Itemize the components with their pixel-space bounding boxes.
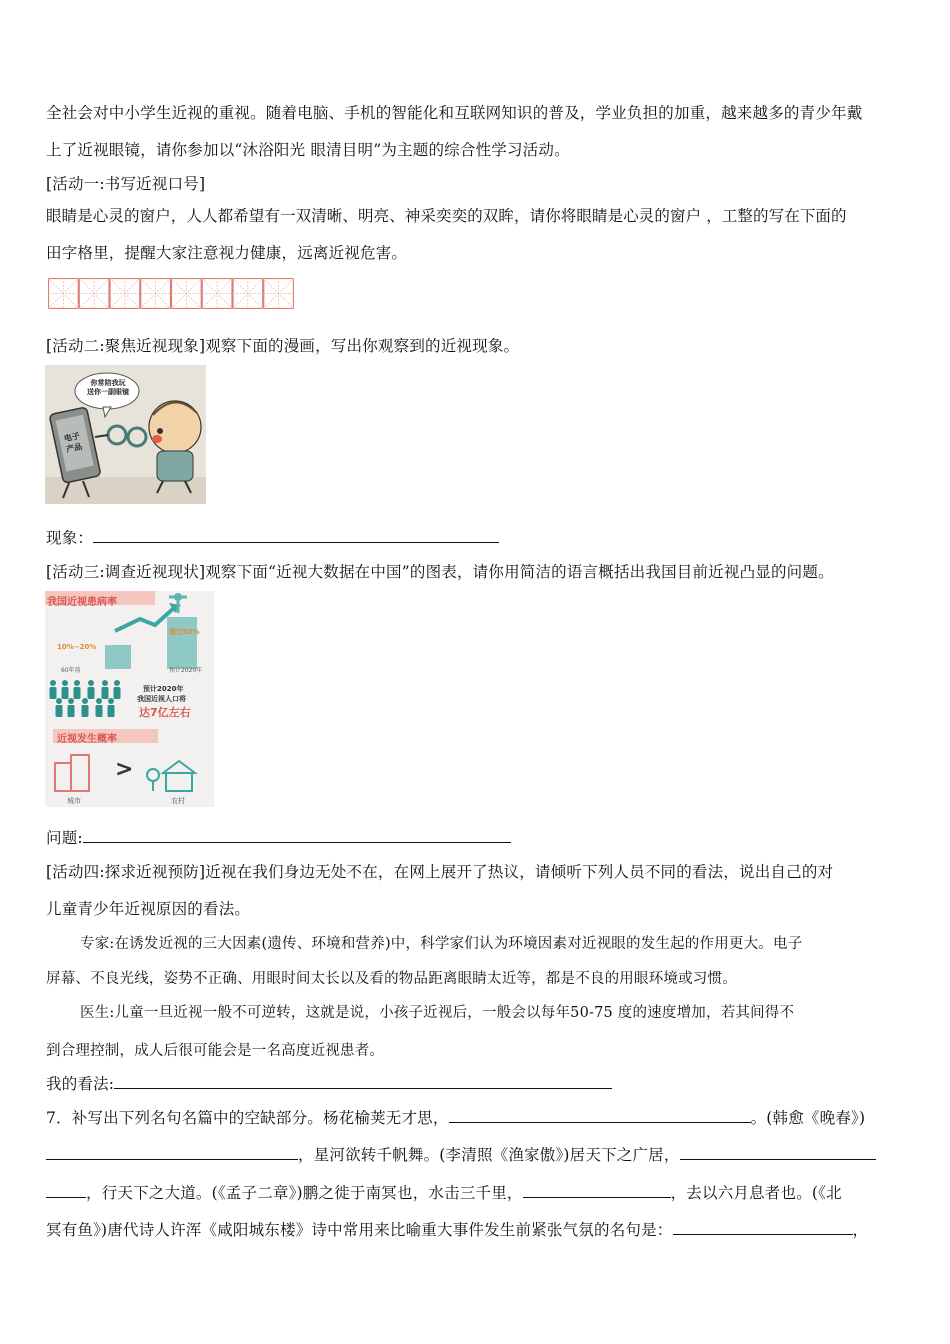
tianzige-grid[interactable] <box>48 278 294 309</box>
infographic-rate-old: 10%~20% <box>57 643 97 651</box>
infographic-village: 农村 <box>171 797 185 805</box>
grid-cell[interactable] <box>263 278 294 309</box>
q7-blank-3[interactable] <box>680 1145 876 1160</box>
q7-blank-4[interactable] <box>46 1183 86 1198</box>
grid-cell[interactable] <box>171 278 202 309</box>
activity1-line-2: 田字格里，提醒大家注意视力健康，远离近视危害。 <box>46 244 408 262</box>
opinion-blank[interactable] <box>114 1074 612 1089</box>
problem-label: 问题: <box>46 829 83 847</box>
phenomenon-answer <box>46 528 499 548</box>
grid-cell[interactable] <box>110 278 141 309</box>
activity4-title-line-1: [活动四:探求近视预防]近视在我们身边无处不在，在网上展开了热议，请倾听下列人员不同的看法，说出自己的对 <box>46 863 834 881</box>
infographic-label-new: 预计2020年 <box>169 667 203 674</box>
q7-line-1 <box>46 1108 865 1128</box>
infographic-pop-line-2: 我国近视人口将 <box>137 695 186 703</box>
infographic-greater-than: > <box>115 757 134 782</box>
opinion-answer <box>46 1074 612 1094</box>
infographic-pop-line-1: 预计2020年 <box>143 685 184 693</box>
phenomenon-blank[interactable] <box>93 528 499 543</box>
cartoon-phone-text: 电子 产品 <box>63 431 83 455</box>
doctor-line-2: 到合理控制，成人后很可能会是一名高度近视患者。 <box>46 1043 385 1059</box>
expert-line-1: 专家:在诱发近视的三大因素(遗传、环境和营养)中，科学家们认为环境因素对近视眼的发生起的作用更大。电子 <box>80 936 803 952</box>
infographic-image <box>45 591 214 807</box>
activity4-title-line-2: 儿童青少年近视原因的看法。 <box>46 900 251 918</box>
activity2-title: [活动二:聚焦近视现象]观察下面的漫画，写出你观察到的近视现象。 <box>46 337 520 355</box>
problem-blank[interactable] <box>83 828 511 843</box>
q7-line-2 <box>46 1145 876 1165</box>
q7-line-4 <box>46 1220 868 1240</box>
problem-answer <box>46 828 511 848</box>
intro-line-1: 全社会对中小学生近视的重视。随着电脑、手机的智能化和互联网知识的普及，学业负担的加重，越来越多的青少年戴 <box>46 104 863 122</box>
infographic-incidence: 近视发生概率 <box>57 734 117 745</box>
activity1-title: [活动一:书写近视口号] <box>46 175 206 193</box>
cartoon-image <box>45 365 206 504</box>
grid-cell[interactable] <box>48 278 79 309</box>
infographic-label-old: 60年前 <box>61 667 81 674</box>
infographic-pop-line-3: 达7亿左右 <box>139 706 191 719</box>
infographic-rate-new: 超过50% <box>169 628 200 636</box>
q7-text-6: 冥有鱼》)唐代诗人许浑《咸阳城东楼》诗中常用来比喻重大事件发生前紧张气氛的名句是： <box>46 1221 673 1239</box>
intro-line-2: 上了近视眼镜，请你参加以“沐浴阳光 眼清目明”为主题的综合性学习活动。 <box>46 141 570 159</box>
expert-line-2: 屏幕、不良光线，姿势不正确、用眼时间太长以及看的物品距离眼睛太近等，都是不良的用眼环境或习惯。 <box>46 971 737 987</box>
infographic-city: 城市 <box>67 797 81 805</box>
cartoon-bubble-text: 你常陪我玩 送你一副眼镜 <box>87 379 129 396</box>
opinion-label: 我的看法: <box>46 1075 115 1093</box>
infographic-heading: 我国近视患病率 <box>47 597 117 608</box>
q7-text-3: ，星河欲转千帆舞。(李清照《渔家傲》)居天下之广居， <box>298 1146 680 1164</box>
q7-blank-2[interactable] <box>46 1145 298 1160</box>
q7-blank-5[interactable] <box>523 1183 671 1198</box>
q7-blank-6[interactable] <box>673 1220 853 1235</box>
phenomenon-label: 现象： <box>46 529 94 547</box>
grid-cell[interactable] <box>233 278 264 309</box>
grid-cell[interactable] <box>79 278 110 309</box>
q7-text-5: ，去以六月息者也。(《北 <box>670 1184 842 1202</box>
grid-cell[interactable] <box>202 278 233 309</box>
q7-line-3 <box>46 1183 842 1203</box>
activity1-line-1: 眼睛是心灵的窗户，人人都希望有一双清晰、明亮、神采奕奕的双眸，请你将眼睛是心灵的窗户 ，工整的写在下面的 <box>46 207 847 225</box>
q7-text-2: 。(韩愈《晚春》) <box>750 1109 866 1127</box>
activity3-title: [活动三:调查近视现状]观察下面“近视大数据在中国”的图表，请你用简洁的语言概括出我国目前近视凸显的问题。 <box>46 563 834 581</box>
q7-blank-1[interactable] <box>449 1108 751 1123</box>
doctor-line-1: 医生:儿童一旦近视一般不可逆转，这就是说，小孩子近视后，一般会以每年50-75 度的速度增加，若其间得不 <box>80 1005 795 1021</box>
q7-text-4: ，行天下之大道。(《孟子二章》)鹏之徙于南冥也，水击三千里， <box>86 1184 523 1202</box>
q7-text-1: 7．补写出下列名句名篇中的空缺部分。杨花榆荚无才思， <box>46 1109 449 1127</box>
grid-cell[interactable] <box>140 278 171 309</box>
q7-text-7: ， <box>852 1221 869 1239</box>
